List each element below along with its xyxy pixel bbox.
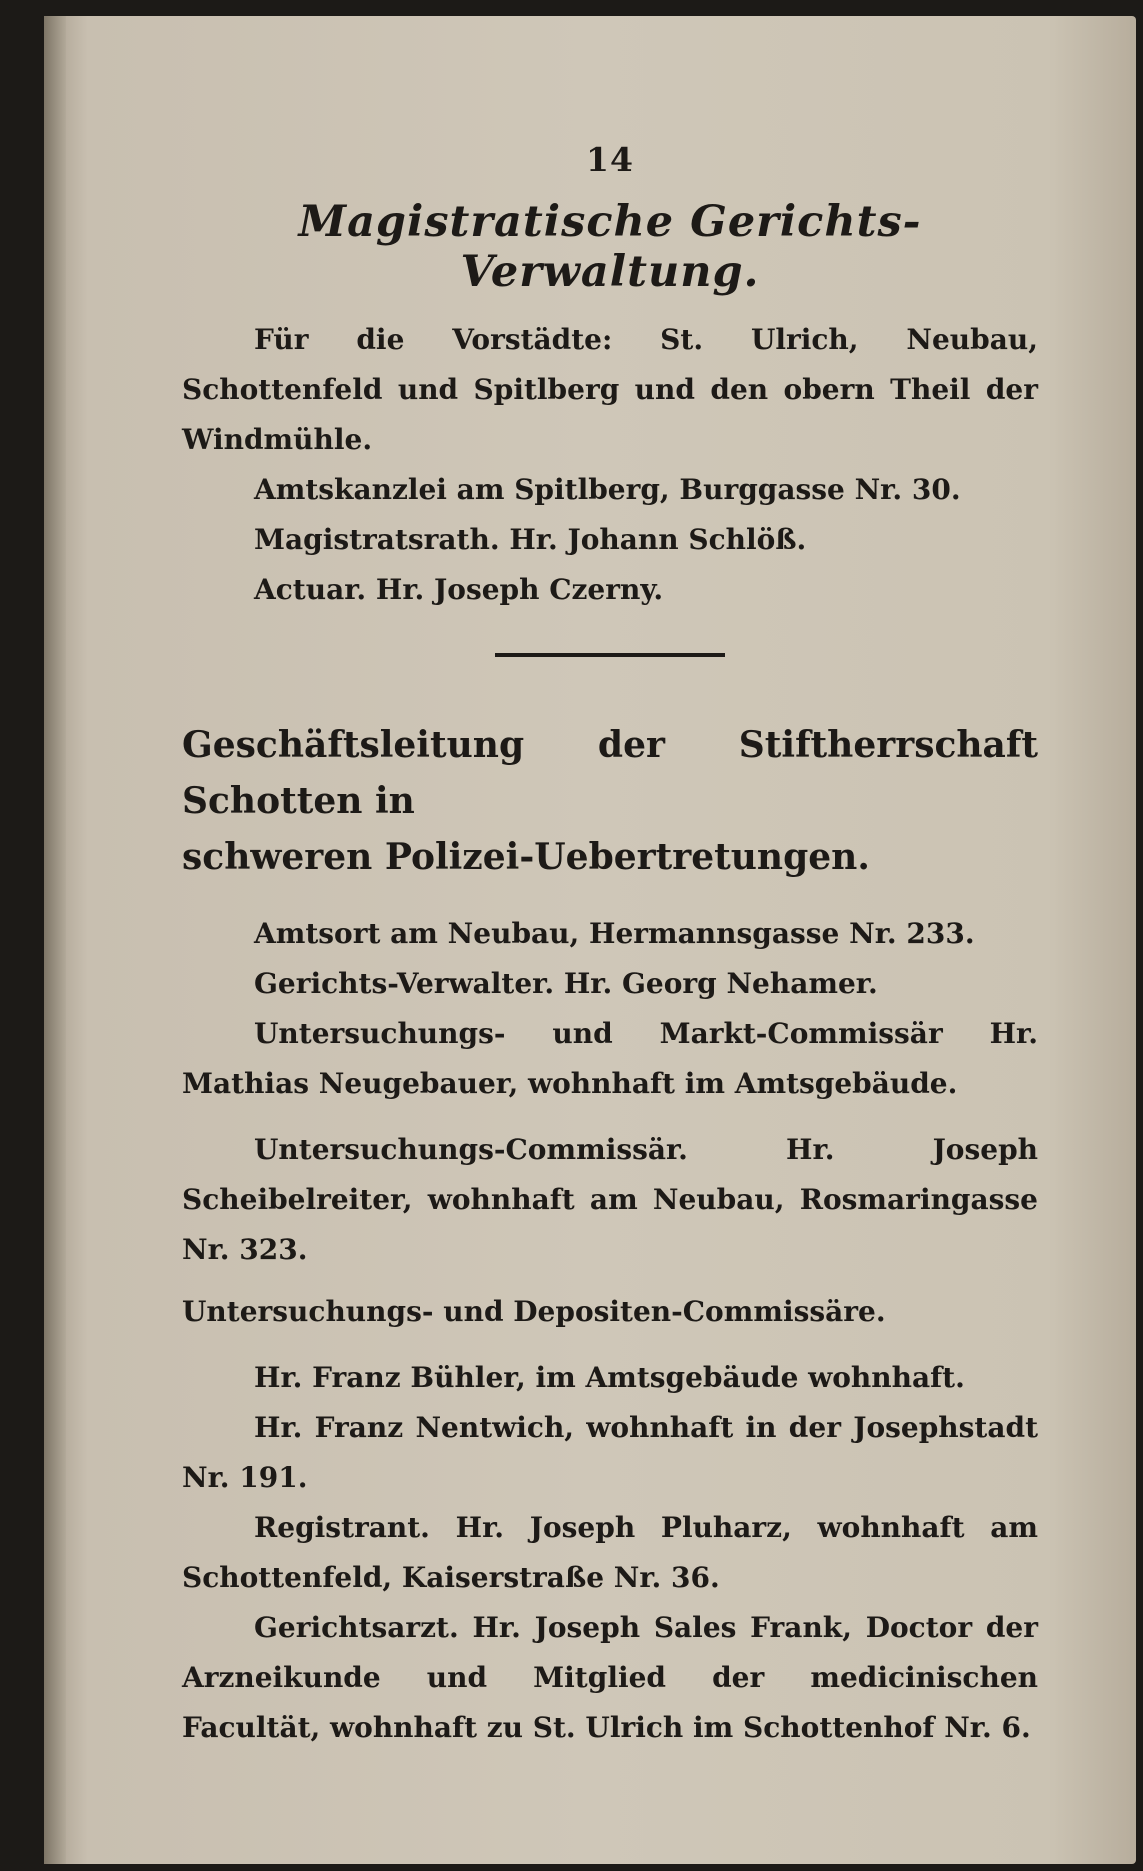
office-address: Amtskanzlei am Spitlberg, Burggasse Nr. 30.	[254, 473, 961, 506]
court-administrator-entry: Gerichts-Verwalter. Hr. Georg Nehamer.	[254, 967, 878, 1000]
section-title-line-2: schweren Polizei-Uebertretungen.	[182, 836, 870, 878]
office-location: Amtsort am Neubau, Hermannsgasse Nr. 233.	[254, 917, 975, 950]
deposit-commissioner-1: Hr. Franz Bühler, im Amtsgebäude wohnhaft.	[254, 1361, 965, 1394]
deposit-commissioner-2: Hr. Franz Nentwich, wohnhaft in der Josephstadt Nr. 191.	[182, 1411, 1038, 1494]
investigation-commissioner-entry: Untersuchungs-Commissär. Hr. Joseph Scheibelreiter, wohnhaft am Neubau, Rosmaringasse Nr. 323.	[182, 1133, 1038, 1266]
page-text-block	[182, 140, 1038, 1753]
deposit-commissioners-heading: Untersuchungs- und Depositen-Commissäre.	[182, 1295, 886, 1328]
section-title-schotten	[182, 717, 1038, 885]
registrar-entry: Registrant. Hr. Joseph Pluharz, wohnhaft am Schottenfeld, Kaiserstraße Nr. 36.	[182, 1511, 1038, 1594]
jurisdiction-paragraph: Für die Vorstädte: St. Ulrich, Neubau, Schottenfeld und Spitlberg und den obern Theil der Windmühle.	[182, 323, 1038, 456]
section-title-line-1: Geschäftsleitung der Stiftherrschaft Schotten in	[182, 724, 1038, 822]
section-divider	[495, 653, 725, 657]
magistrate-council-entry: Magistratsrath. Hr. Johann Schlöß.	[254, 523, 807, 556]
market-commissioner-entry: Untersuchungs- und Markt-Commissär Hr. Mathias Neugebauer, wohnhaft im Amtsgebäude.	[182, 1017, 1038, 1100]
page-gutter	[44, 16, 66, 1864]
section-title-magistrate: Magistratische Gerichts-Verwaltung.	[298, 197, 922, 297]
actuary-entry: Actuar. Hr. Joseph Czerny.	[254, 573, 664, 606]
court-physician-entry: Gerichtsarzt. Hr. Joseph Sales Frank, Doctor der Arzneikunde und Mitglied der medicinischen Facultät, wohnhaft zu St. Ulrich im Schottenhof Nr. 6.	[182, 1611, 1038, 1744]
page-number: 14	[586, 140, 634, 179]
